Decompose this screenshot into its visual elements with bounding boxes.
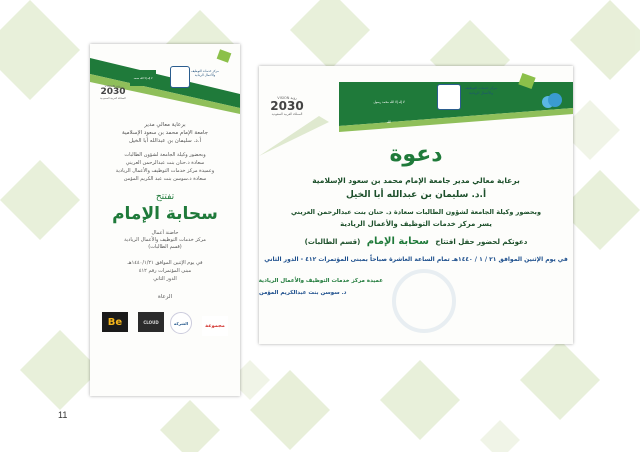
section-label: (قسم الطالبات) bbox=[304, 238, 361, 246]
sponsors-label: الرعاة bbox=[157, 294, 173, 300]
invite-prefix: دعوتكم لحضور حفل افتتاح bbox=[435, 238, 528, 246]
left-line-6: وعميدة مركز خدمات التوظيف والأعمال الريادية bbox=[115, 168, 215, 174]
vision-line2: 2030 bbox=[100, 87, 126, 97]
patron-name: أ.د. سليمان بن عبدالله أبا الخيل bbox=[345, 190, 487, 200]
vision-2030-logo bbox=[98, 84, 128, 100]
left-line-5: سعادة د.حنان بنت عبدالرحمن العريني bbox=[125, 160, 205, 166]
date-line-3: الدور الثاني bbox=[153, 276, 177, 282]
university-logo bbox=[437, 84, 461, 110]
sponsor-cloud-logo: CLOUD bbox=[138, 312, 164, 332]
invite-title: دعوة bbox=[389, 142, 443, 167]
flag-emblem: لا إله إلا الله محمد رسول الله bbox=[371, 92, 407, 112]
left-line-7: سعادة د.سوسن بنت عبد الكريم المؤمن bbox=[123, 176, 207, 182]
university-logo bbox=[170, 66, 190, 88]
sponsor-be-logo: Be bbox=[102, 312, 128, 332]
center-line: يسر مركز خدمات التوظيف والأعمال الريادية bbox=[340, 220, 492, 228]
employment-center-logo: مركز خدمات التوظيف والأعمال الريادية bbox=[464, 86, 498, 95]
invitation-card-horizontal bbox=[259, 66, 573, 344]
patron-line: برعاية معالي مدير جامعة الإمام محمد بن سعود الإسلامية bbox=[312, 176, 520, 185]
opening-word: تفتتح bbox=[155, 192, 175, 202]
event-title-vertical: سحابة الإمام bbox=[112, 204, 218, 224]
left-line-3: أ.د. سليمان بن عبدالله أبا الخيل bbox=[128, 138, 202, 144]
vision-2030-logo: VISION رؤية 2030 المملكة العربية السعودية bbox=[270, 96, 304, 116]
event-title: سحابة الإمام bbox=[366, 236, 429, 247]
signature-name: د. سوسن بنت عبدالكريم المؤمن bbox=[259, 290, 347, 296]
watermark-emblem bbox=[379, 266, 469, 336]
vision-line3: المملكة العربية السعودية bbox=[100, 97, 126, 100]
signature-title: عميدة مركز خدمات التوظيف والأعمال الريادية bbox=[259, 278, 383, 284]
event-detail-2: مركز خدمات التوظيف والأعمال الريادية bbox=[124, 237, 206, 243]
date-line-2: مبنى المؤتمرات رقم ٤١٢ bbox=[138, 268, 192, 274]
event-detail-1: حاضنة أعمال bbox=[151, 230, 179, 236]
vision-line1: VISION رؤية bbox=[104, 84, 122, 88]
sponsor-company-logo: الشركة bbox=[170, 312, 192, 334]
flag-emblem bbox=[130, 70, 156, 97]
date-line-1: في يوم الإثنين الموافق ١٤٤٠/١/٢١هـ bbox=[127, 260, 203, 266]
tree-logo-icon bbox=[216, 48, 232, 62]
tree-logo-icon bbox=[517, 72, 537, 90]
invite-line bbox=[259, 236, 573, 247]
cloud-logo-icon bbox=[539, 92, 565, 110]
left-line-4: وبحضور وكيلة الجامعة لشؤون الطالبات bbox=[124, 152, 206, 158]
left-line-2: جامعة الإمام محمد بن سعود الإسلامية bbox=[122, 130, 208, 136]
event-detail-3: (قسم الطالبات) bbox=[148, 244, 182, 250]
attendance-line: وبحضور وكيلة الجامعة لشؤون الطالبات سعادة د. حنان بنت عبدالرحمن العريني bbox=[290, 208, 542, 216]
sponsor-group-logo: مجموعة bbox=[202, 316, 228, 336]
center-logo-text: مركز خدمات التوظيف والأعمال الريادية bbox=[191, 69, 219, 77]
invitation-card-vertical bbox=[90, 44, 240, 396]
left-line-1: برعاية معالي مدير bbox=[144, 122, 186, 128]
employment-center-logo bbox=[190, 69, 220, 85]
date-line: في يوم الإثنين الموافق ٢١ / ١ / ١٤٤٠هـ تمام الساعة العاشرة صباحاً بمبنى المؤتمرات ٤١٢ - الدور الثاني bbox=[264, 256, 568, 263]
flag-text: لا إله إلا الله محمد رسول الله bbox=[133, 77, 153, 97]
page-number: 11 bbox=[58, 410, 68, 420]
